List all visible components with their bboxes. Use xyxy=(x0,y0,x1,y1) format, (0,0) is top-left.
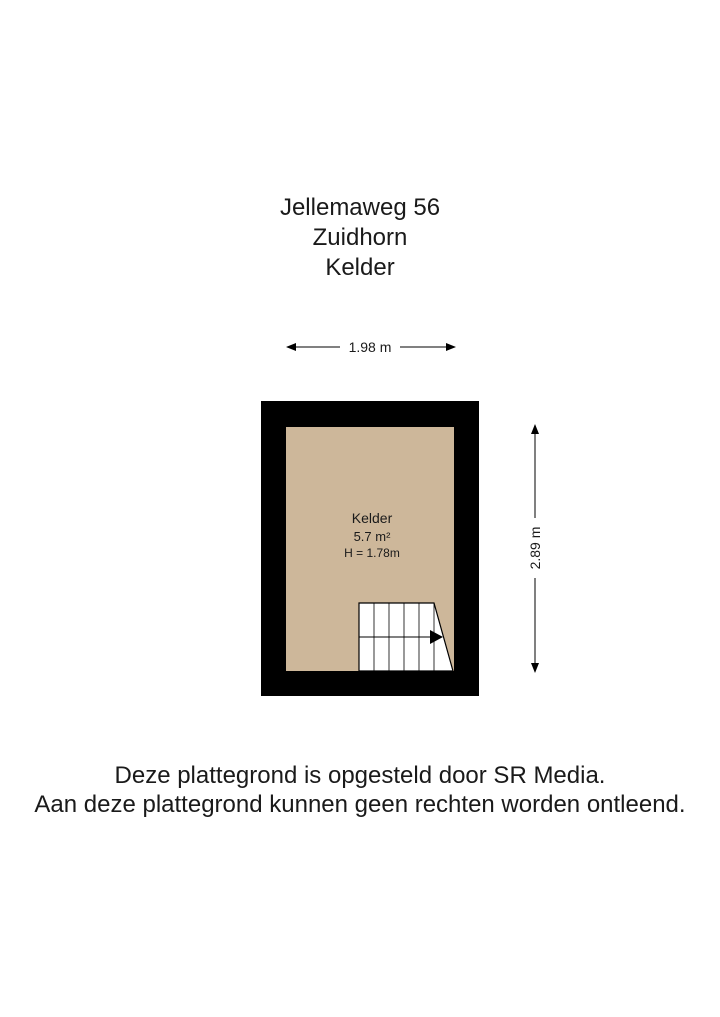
width-label: 1.98 m xyxy=(348,339,392,355)
disclaimer-line-2: Aan deze plattegrond kunnen geen rechten worden ontleend. xyxy=(34,791,686,818)
height-dimension xyxy=(527,425,543,672)
disclaimer-line-1: Deze plattegrond is opgesteld door SR Media. xyxy=(114,762,606,789)
floor-label: Kelder xyxy=(325,254,395,281)
room-area: 5.7 m² xyxy=(353,529,391,544)
city-label: Zuidhorn xyxy=(312,224,408,251)
address-label: Jellemaweg 56 xyxy=(279,194,441,221)
room-name: Kelder xyxy=(351,510,393,526)
disclaimer xyxy=(0,761,720,819)
width-dimension xyxy=(287,339,455,355)
height-label: 2.89 m xyxy=(527,526,543,570)
room-height: H = 1.78m xyxy=(344,546,400,560)
